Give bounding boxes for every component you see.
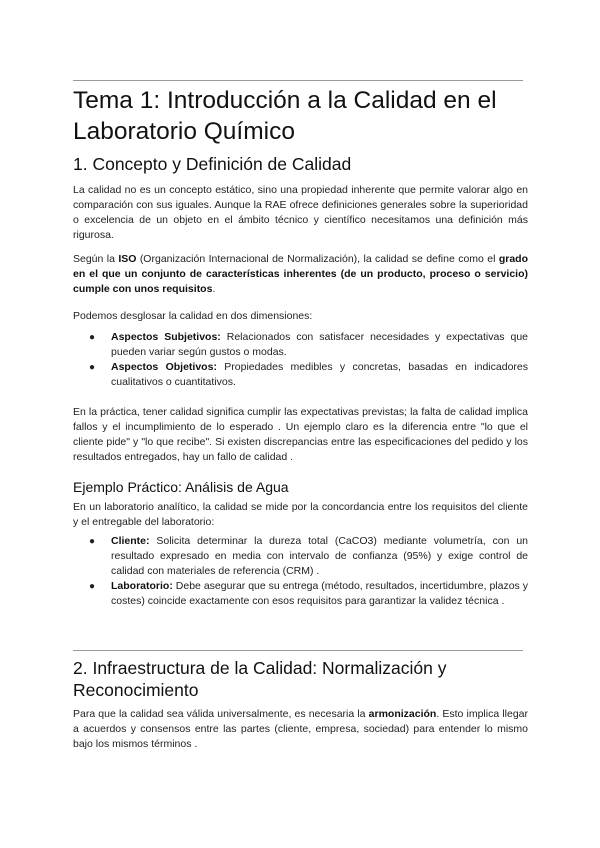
section-1-paragraph-1: La calidad no es un concepto estático, sino una propiedad inherente que permite valorar algo en comparación con sus iguales. Aunque la RAE ofrece definiciones generales sobre la superioridad o excelencia de un objeto en el ámbito técnico y científico necesitamos una definición más rigurosa. xyxy=(73,184,528,241)
section-1-paragraph-2: Según la ISO (Organización Internacional de Normalización), la calidad se define como el grado en el que un conjunto de características inherentes (de un producto, proceso o servicio) cumple con unos requisitos. xyxy=(73,253,529,295)
section-divider xyxy=(73,650,523,651)
list-item: ● Cliente: Solicita determinar la dureza total (CaCO3) mediante volumetría, con un resultado expresado en media con intervalo de confianza (95%) y exige control de calidad con materiales de referencia (CRM) . xyxy=(89,535,528,577)
example-paragraph: En un laboratorio analítico, la calidad se mide por la concordancia entre los requisitos del cliente y el entregable del laboratorio: xyxy=(73,501,528,528)
bullet-icon: ● xyxy=(89,536,96,547)
list-item: ● Laboratorio: Debe asegurar que su entrega (método, resultados, incertidumbre, plazos y costes) coincide exactamente con esos requisitos para garantizar la validez técnica . xyxy=(89,580,528,607)
page-title: Tema 1: Introducción a la Calidad en el Laboratorio Químico xyxy=(73,87,497,145)
harmonization-term: armonización xyxy=(368,708,437,720)
section-1-heading: 1. Concepto y Definición de Calidad xyxy=(73,154,352,174)
section-2-heading: 2. Infraestructura de la Calidad: Normalización y Reconocimiento xyxy=(73,658,447,700)
quality-definition: grado en el que un conjunto de características inherentes (de un producto, proceso o servicio) cumple con unos requisitos xyxy=(73,253,529,295)
list-item: ● Aspectos Objetivos: Propiedades medibles y concretas, basadas en indicadores cualitativos o cuantitativos. xyxy=(89,361,528,388)
bullet-icon: ● xyxy=(89,581,96,592)
iso-term: ISO xyxy=(118,253,137,265)
section-2-paragraph-1: Para que la calidad sea válida universalmente, es necesaria la armonización. Esto implica llegar a acuerdos y consensos entre las partes (cliente, empresa, sociedad) para entender lo mismo bajo los mismos términos . xyxy=(73,708,528,750)
list-item: ● Aspectos Subjetivos: Relacionados con satisfacer necesidades y expectativas que pueden variar según gustos o modas. xyxy=(89,331,528,358)
quality-dimensions-list xyxy=(73,330,528,390)
example-list xyxy=(73,534,528,609)
section-1-paragraph-3: Podemos desglosar la calidad en dos dimensiones: xyxy=(73,310,313,322)
top-divider xyxy=(73,80,523,81)
example-heading: Ejemplo Práctico: Análisis de Agua xyxy=(73,479,289,495)
bullet-icon: ● xyxy=(89,362,96,373)
section-1-paragraph-4: En la práctica, tener calidad significa cumplir las expectativas previstas; la falta de calidad implica fallos y el incumplimiento de lo esperado . Un ejemplo claro es la diferencia entre "lo que el cliente pide" y "lo que recibe". Si existen discrepancias entre las especificaciones del pedido y los resultados entregados, hay un fallo de calidad . xyxy=(73,406,528,463)
bullet-icon: ● xyxy=(89,332,96,343)
